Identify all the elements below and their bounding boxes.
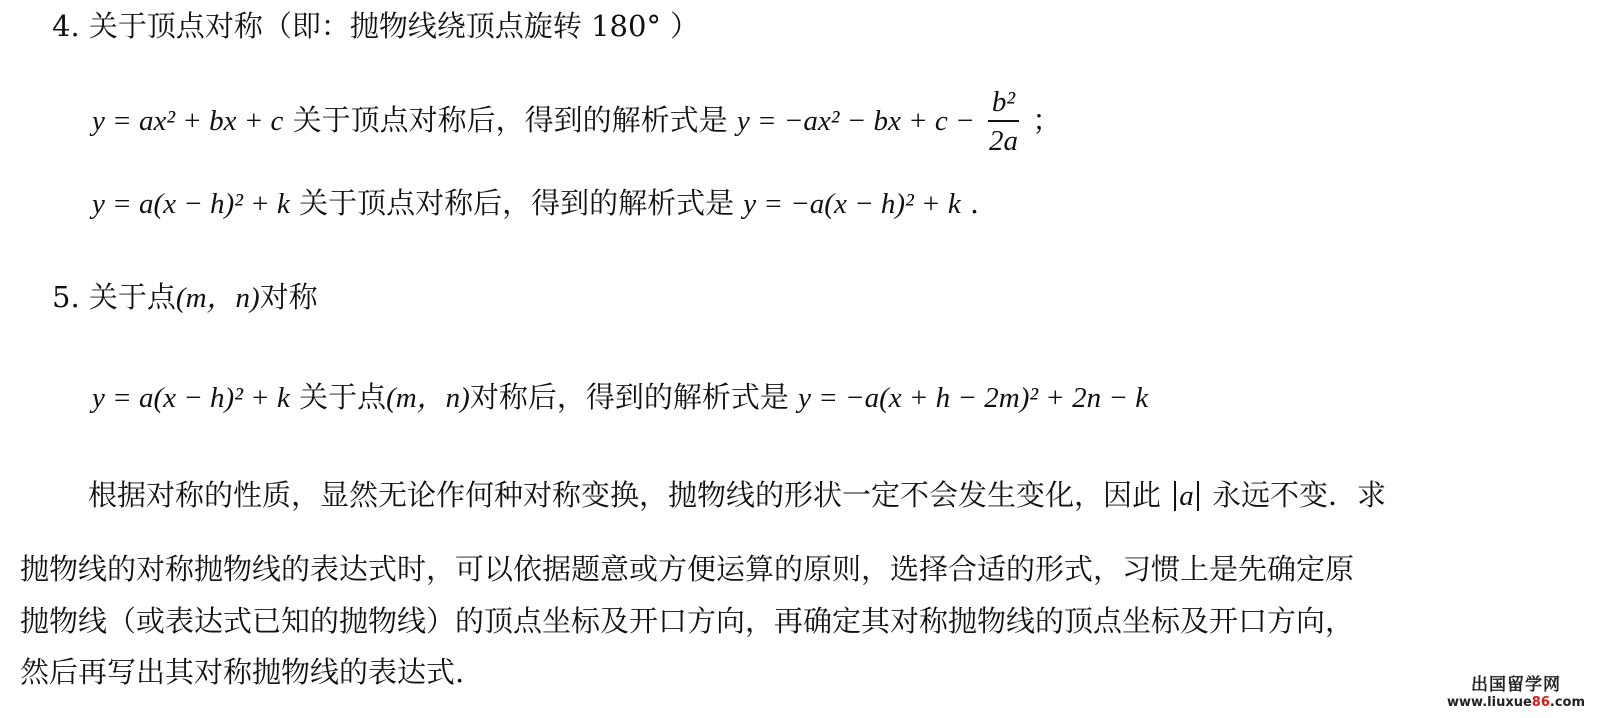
paragraph-line-3: 抛物线（或表达式已知的抛物线）的顶点坐标及开口方向，再确定其对称抛物线的顶点坐标及开口方向， (20, 604, 1355, 638)
paragraph-line-1 (88, 475, 1386, 515)
item4-heading-text: 关于顶点对称（即：抛物线绕顶点旋转 180° ） (88, 9, 700, 43)
item5-number: 5. (52, 280, 80, 314)
fraction-denominator: 2a (988, 125, 1018, 157)
paragraph-line-4: 然后再写出其对称抛物线的表达式. (20, 655, 465, 689)
item5-heading-pre: 关于点 (88, 280, 176, 314)
item4-formula-line-2 (92, 183, 979, 224)
paragraph-line-2: 抛物线的对称抛物线的表达式时，可以依据题意或方便运算的原则，选择合适的形式，习惯上是先确定原 (20, 552, 1355, 586)
formula-end: ； (1032, 103, 1062, 137)
item5-heading (52, 277, 318, 318)
watermark-url-highlight: 86 (1531, 695, 1550, 710)
watermark-url (1447, 695, 1585, 710)
item4-formula-line-1 (92, 84, 1061, 160)
paragraph-part-1: 根据对称的性质，显然无论作何种对称变换，抛物线的形状一定不会发生变化，因此 (88, 478, 1162, 512)
fraction (988, 84, 1019, 160)
formula-text-pre: 关于点 (299, 380, 387, 414)
formula-rhs: y = −a(x + h − 2m)² + 2n − k (798, 382, 1149, 414)
formula-text-post: 对称后，得到的解析式是 (469, 380, 789, 414)
watermark-name: 出国留学网 (1471, 675, 1561, 695)
formula-lhs: y = a(x − h)² + k (92, 188, 290, 220)
fraction-numerator: b² (988, 84, 1019, 122)
watermark-logo (1447, 670, 1585, 710)
watermark-url-suffix: .com (1549, 695, 1585, 710)
formula-lhs: y = ax² + bx + c (92, 105, 284, 137)
formula-lhs: y = a(x − h)² + k (92, 382, 290, 414)
absolute-value-a: a (1174, 481, 1199, 511)
formula-rhs: y = −ax² − bx + c − (736, 105, 975, 137)
item5-point: (m，n) (175, 282, 260, 314)
item5-formula-line (92, 377, 1148, 418)
item4-number: 4. (52, 9, 80, 43)
item4-heading (52, 6, 699, 46)
formula-point: (m，n) (386, 382, 470, 414)
paragraph-part-2: 永远不变．求 (1211, 478, 1386, 512)
formula-end: . (969, 186, 980, 220)
formula-text: 关于顶点对称后，得到的解析式是 (299, 186, 735, 220)
formula-rhs: y = −a(x − h)² + k (743, 188, 961, 220)
watermark-url-prefix: www.liuxue (1447, 695, 1532, 710)
item5-heading-post: 对称 (259, 280, 318, 314)
formula-text: 关于顶点对称后，得到的解析式是 (292, 103, 728, 137)
